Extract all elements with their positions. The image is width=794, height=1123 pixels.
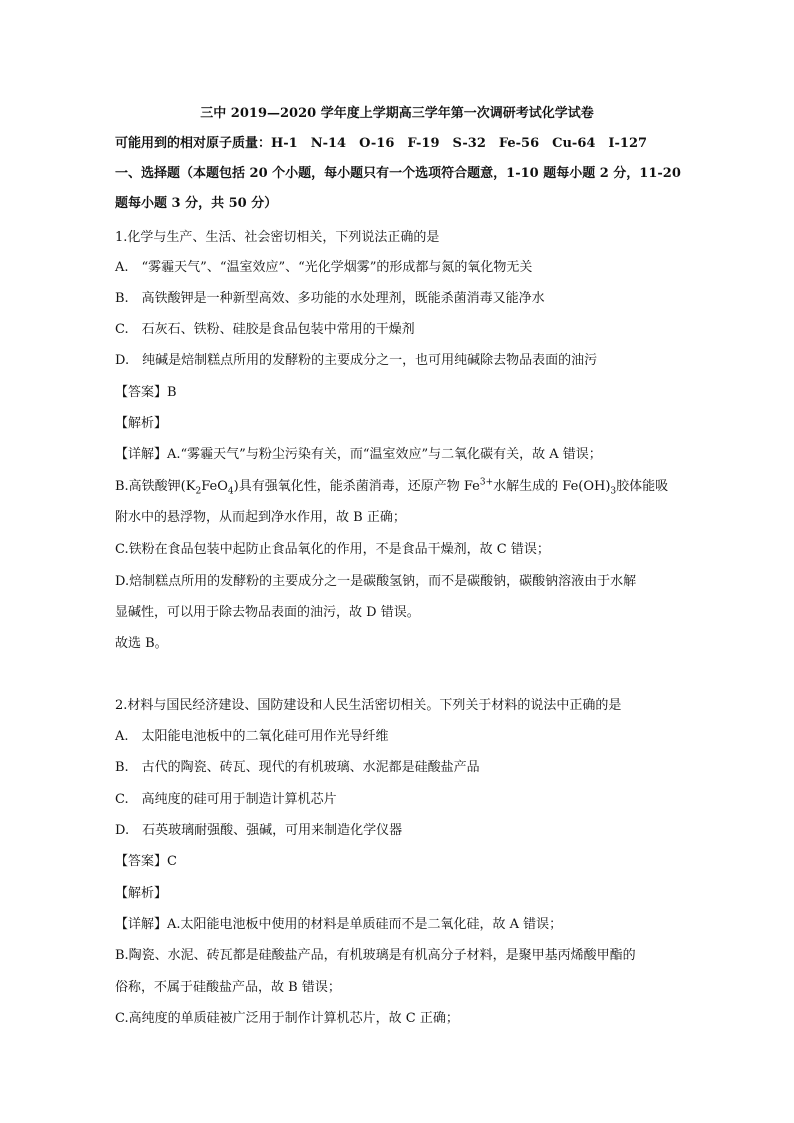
q1-option-c: C. 石灰石、铁粉、硅胶是食品包装中常用的干燥剂 bbox=[115, 322, 415, 337]
q1-detail-b-text-4: 水解生成的 Fe(OH) bbox=[493, 479, 611, 494]
q2-detail-b-line1: B.陶瓷、水泥、砖瓦都是硅酸盐产品，有机玻璃是有机高分子材料，是聚甲基丙烯酸甲酯的 bbox=[115, 948, 636, 963]
q1-detail-b-sub-3: 3 bbox=[610, 486, 617, 497]
q1-stem: 1.化学与生产、生活、社会密切相关，下列说法正确的是 bbox=[115, 230, 440, 245]
q2-detail-c: C.高纯度的单质硅被广泛用于制作计算机芯片，故 C 正确； bbox=[115, 1011, 459, 1026]
q2-option-d: D. 石英玻璃耐强酸、强碱，可用来制造化学仪器 bbox=[115, 823, 403, 838]
q1-analysis-label: 【解析】 bbox=[115, 416, 168, 431]
q1-detail-b-sup: 3+ bbox=[479, 477, 494, 488]
q2-stem: 2.材料与国民经济建设、国防建设和人民生活密切相关。下列关于材料的说法中正确的是 bbox=[115, 698, 622, 713]
q2-analysis-label: 【解析】 bbox=[115, 886, 168, 901]
q2-detail-a: 【详解】A.太阳能电池板中使用的材料是单质硅而不是二氧化硅，故 A 错误； bbox=[115, 917, 563, 932]
q1-answer: 【答案】B bbox=[115, 385, 177, 400]
q1-detail-b-text-3: )具有强氧化性，能杀菌消毒，还原产物 Fe bbox=[233, 479, 480, 494]
q1-conclusion: 故选 B。 bbox=[115, 636, 168, 651]
q1-detail-b-line2: 附水中的悬浮物，从而起到净水作用，故 B 正确； bbox=[115, 510, 406, 525]
q1-detail-d-line2: 显碱性，可以用于除去物品表面的油污，故 D 错误。 bbox=[115, 605, 420, 620]
q2-option-a: A. 太阳能电池板中的二氧化硅可用作光导纤维 bbox=[115, 729, 389, 744]
q1-option-d: D. 纯碱是焙制糕点所用的发酵粉的主要成分之一，也可用纯碱除去物品表面的油污 bbox=[115, 353, 598, 368]
q2-answer: 【答案】C bbox=[115, 854, 177, 869]
page-title: 三中 2019—2020 学年度上学期高三学年第一次调研考试化学试卷 bbox=[200, 106, 594, 121]
q2-detail-b-line2: 俗称，不属于硅酸盐产品，故 B 错误； bbox=[115, 980, 341, 995]
q1-detail-b-text-1: B.高铁酸钾(K bbox=[115, 479, 196, 494]
atomic-masses: 可能用到的相对原子质量：H-1 N-14 O-16 F-19 S-32 Fe-56 Cu-64 I-127 bbox=[115, 136, 648, 151]
q1-detail-d-line1: D.焙制糕点所用的发酵粉的主要成分之一是碳酸氢钠，而不是碳酸钠，碳酸钠溶液由于水解 bbox=[115, 574, 637, 589]
q1-detail-b-line1 bbox=[115, 477, 668, 497]
q2-option-b: B. 古代的陶瓷、砖瓦、现代的有机玻璃、水泥都是硅酸盐产品 bbox=[115, 760, 480, 775]
section-heading: 一、选择题（本题包括 20 个小题，每小题只有一个选项符合题意，1-10 题每小题 2 分，11-20 bbox=[115, 166, 681, 181]
q1-option-a: A. “雾霾天气”、“温室效应”、“光化学烟雾”的形成都与氮的氧化物无关 bbox=[115, 260, 533, 275]
q1-detail-b-text-5: 胶体能吸 bbox=[616, 479, 669, 494]
q1-detail-c: C.铁粉在食品包装中起防止食品氧化的作用，不是食品干燥剂，故 C 错误； bbox=[115, 542, 550, 557]
q1-option-b: B. 高铁酸钾是一种新型高效、多功能的水处理剂，既能杀菌消毒又能净水 bbox=[115, 291, 545, 306]
q1-detail-b-sub-2: 4 bbox=[227, 486, 234, 497]
q1-detail-b-sub-1: 2 bbox=[195, 486, 202, 497]
q1-detail-b-text-2: FeO bbox=[201, 479, 228, 494]
q1-detail-a: 【详解】A.“雾霾天气”与粉尘污染有关，而“温室效应”与二氧化碳有关，故 A 错误； bbox=[115, 447, 602, 462]
q2-option-c: C. 高纯度的硅可用于制造计算机芯片 bbox=[115, 792, 337, 807]
section-heading-cont: 题每小题 3 分，共 50 分） bbox=[115, 196, 278, 211]
